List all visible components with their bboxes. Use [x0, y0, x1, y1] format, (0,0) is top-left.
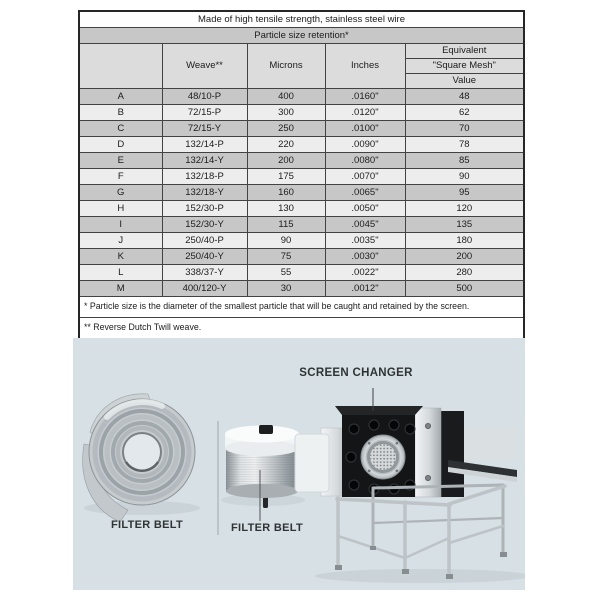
- col-header-square-mesh: "Square Mesh": [405, 59, 524, 74]
- table-row: D 132/14-P 220 .0090" 78: [79, 137, 524, 153]
- table-row: L 338/37-Y 55 .0022" 280: [79, 265, 524, 281]
- product-photo: [73, 338, 525, 590]
- table-row: I 152/30-Y 115 .0045" 135: [79, 217, 524, 233]
- table-row: H 152/30-P 130 .0050" 120: [79, 201, 524, 217]
- table-row: M 400/120-Y 30 .0012" 500: [79, 281, 524, 297]
- table-row: B 72/15-P 300 .0120" 62: [79, 105, 524, 121]
- table-row: G 132/18-Y 160 .0065" 95: [79, 185, 524, 201]
- footnote-particle-size: * Particle size is the diameter of the smallest particle that will be caught and retained by the screen.: [79, 297, 524, 318]
- spec-sheet: [78, 10, 525, 340]
- filter-belt-middle-label: FILTER BELT: [231, 522, 303, 534]
- col-header-letter: [79, 44, 162, 89]
- table-row: E 132/14-Y 200 .0080" 85: [79, 153, 524, 169]
- table-row: A 48/10-P 400 .0160" 48: [79, 89, 524, 105]
- col-header-inches: Inches: [325, 44, 405, 89]
- col-header-microns: Microns: [247, 44, 325, 89]
- col-header-weave: Weave**: [162, 44, 247, 89]
- table-row: F 132/18-P 175 .0070" 90: [79, 169, 524, 185]
- table-row: C 72/15-Y 250 .0100" 70: [79, 121, 524, 137]
- filter-belt-left-label: FILTER BELT: [111, 519, 183, 531]
- particle-size-table: [78, 10, 525, 340]
- table-row: J 250/40-P 90 .0035" 180: [79, 233, 524, 249]
- breaker-plate-screen: [361, 435, 405, 479]
- table-title: Made of high tensile strength, stainless steel wire: [79, 11, 524, 28]
- col-header-equivalent: Equivalent: [405, 44, 524, 59]
- table-row: K 250/40-Y 75 .0030" 200: [79, 249, 524, 265]
- spool-knob: [259, 425, 273, 434]
- footnote-weave: ** Reverse Dutch Twill weave.: [79, 318, 524, 340]
- table-subtitle: Particle size retention*: [79, 28, 524, 44]
- screen-changer-label: SCREEN CHANGER: [299, 367, 413, 379]
- col-header-value: Value: [405, 74, 524, 89]
